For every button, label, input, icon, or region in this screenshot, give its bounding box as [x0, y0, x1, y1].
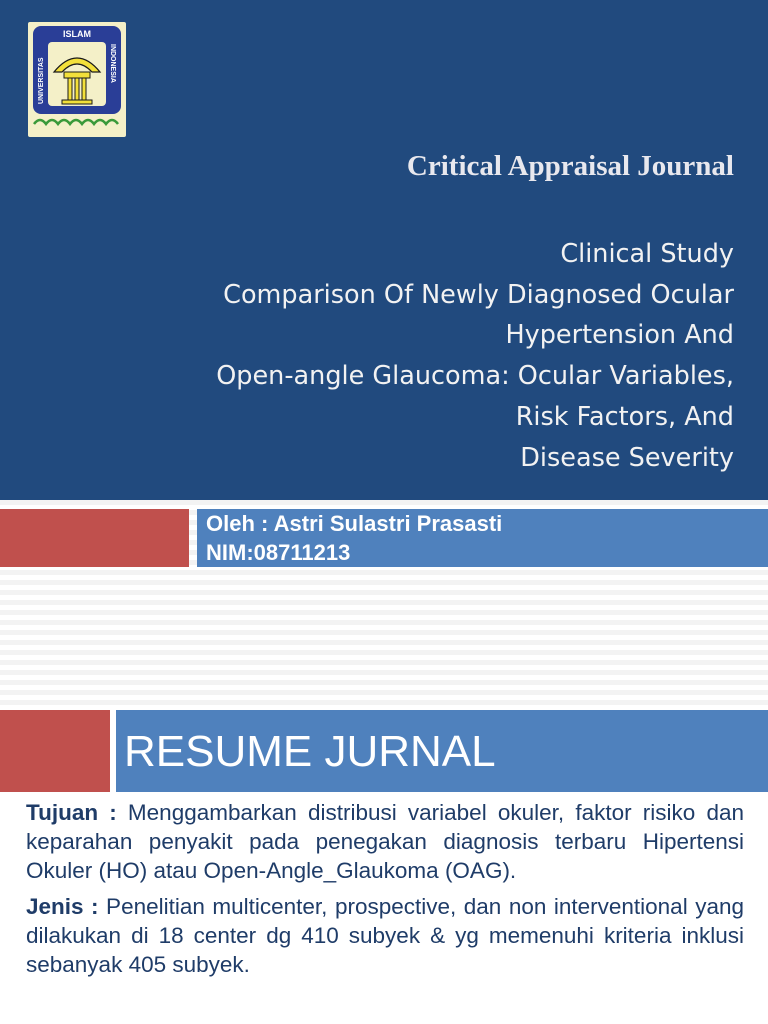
subtitle-line: Disease Severity	[520, 442, 734, 473]
university-logo	[28, 22, 126, 137]
journal-title: Critical Appraisal Journal	[406, 150, 734, 182]
red-accent-block-2	[0, 710, 110, 792]
resume-item-tujuan	[26, 798, 744, 885]
author-info	[206, 509, 502, 567]
item-label: Jenis :	[26, 894, 99, 919]
subtitle-line: Comparison Of Newly Diagnosed Ocular	[223, 279, 734, 310]
student-id: NIM:08711213	[206, 540, 351, 565]
section-title: RESUME JURNAL	[124, 727, 496, 776]
logo-emblem-icon	[28, 22, 126, 137]
title-slide	[0, 0, 768, 500]
author-name: Oleh : Astri Sulastri Prasasti	[206, 511, 503, 536]
subtitle-line: Risk Factors, And	[515, 401, 734, 432]
logo-top-text: ISLAM	[63, 29, 91, 39]
item-label: Tujuan :	[26, 800, 117, 825]
logo-left-text: UNIVERSITAS	[38, 57, 45, 104]
study-subtitle	[54, 234, 734, 478]
resume-item-jenis	[26, 892, 744, 979]
item-text: Penelitian multicenter, prospective, dan non interventional yang dilakukan di 18 center dg 410 subyek & yg memenuhi kriteria inklusi sebanyak 405 subyek.	[26, 894, 744, 977]
subtitle-line: Clinical Study	[560, 239, 734, 269]
subtitle-line: Hypertension And	[505, 320, 734, 351]
subtitle-line: Open-angle Glaucoma: Ocular Variables,	[216, 361, 734, 392]
resume-body	[26, 798, 744, 986]
red-accent-block	[0, 509, 189, 567]
logo-right-text: INDONESIA	[109, 44, 116, 83]
item-text: Menggambarkan distribusi variabel okuler, faktor risiko dan keparahan penyakit pada penegakan diagnosis terbaru Hipertensi Okuler (HO) atau Open-Angle_Glaukoma (OAG).	[26, 800, 744, 883]
